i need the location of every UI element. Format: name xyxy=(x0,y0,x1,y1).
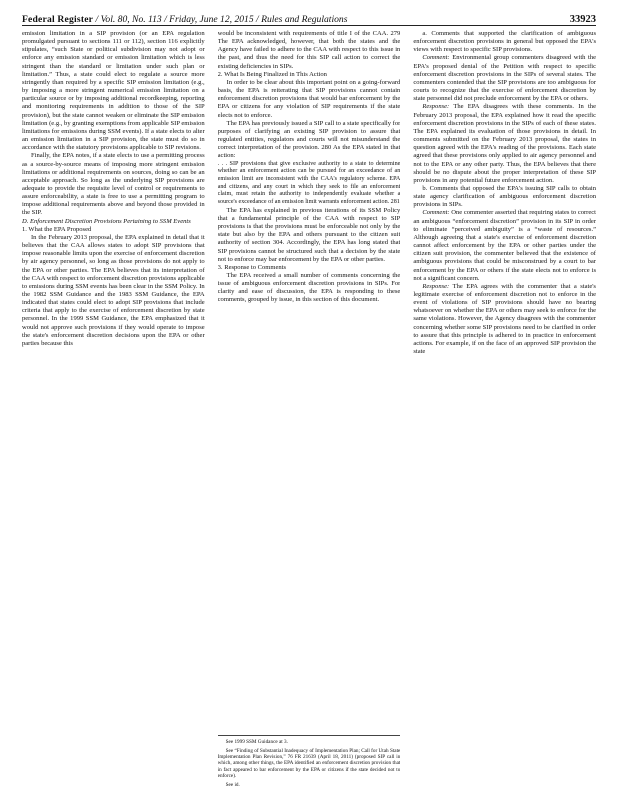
column-1 xyxy=(22,30,205,790)
page-header xyxy=(22,0,596,26)
paragraph: In the February 2013 proposal, the EPA explained in detail that it believes that the CAA allows states to adopt SIP provisions that impose reasonable limits upon the exercise of enforcement discretion by air agency personnel, so long as those provisions do not apply to the EPA or other parties. The EPA believes that its interpretation of the CAA with respect to enforcement discretion provisions applicable to emissions during SSM events has been clear in the SSM Policy. In the 1982 SSM Guidance and the 1983 SSM Guidance, the EPA indicated that states could elect to adopt SIP provisions that include criteria that apply to the exercise of enforcement discretion by state personnel. In the 1999 SSM Guidance, the EPA emphasized that it would not approve such provisions if they would operate to impose the state's enforcement discretion decisions upon the EPA or other parties because this xyxy=(22,233,205,347)
paragraph xyxy=(413,54,596,103)
paragraph-text: Environmental group commenters disagreed with the EPA's proposed denial of the Petition with respect to specific enforcement discretion provisions in the SIPs of several states. The commenters contended that the SIP provisions are too ambiguous for courts to recognize that the exercise of enforcement discretion by state personnel did not preclude enforcement by the EPA or others. xyxy=(413,54,596,103)
paragraph: The EPA received a small number of comments concerning the issue of ambiguous enforcement discretion provisions in SIPs. For clarity and ease of discussion, the EPA is responding to these comments, grouped by issue, in this section of this document. xyxy=(217,271,401,304)
comment-label: Comment: xyxy=(422,209,450,217)
paragraph: a. Comments that supported the clarification of ambiguous enforcement discretion provisions in general but opposed the EPA's views with respect to specific SIP provisions. xyxy=(413,30,596,54)
paragraph: The EPA has previously issued a SIP call to a state specifically for purposes of clarifying an existing SIP provision to assure that regulated entities, regulators and courts will not misunderstand the correct interpretation of the provision. 280 As the EPA stated in that action: xyxy=(217,119,401,160)
paragraph xyxy=(413,103,596,185)
paragraph: In order to be clear about this important point on a going-forward basis, the EPA is reiterating that SIP provisions cannot contain enforcement discretion provisions that would bar enforcement by the EPA or citizens for any violation of SIP requirements if the state elects not to enforce. xyxy=(217,78,401,119)
paragraph: would be inconsistent with requirements of title I of the CAA. 279 The EPA acknowledged, however, that both the states and the Agency have failed to adhere to the CAA with respect to this issue in the past, and thus the need for this SIP call action to correct the existing deficiencies in SIPs. xyxy=(217,30,401,70)
body-columns xyxy=(22,30,596,790)
paragraph-text: The EPA agrees with the commenter that a state's legitimate exercise of enforcement discretion not to enforce in the event of violations of SIP provisions should have no bearing whatsoever on whether the EPA or others may seek to enforce for the same violations. However, the Agency disagrees with the commenter concerning whether some SIP provisions need to be clarified in order to assure that this principle is adhered to in practice in enforcement actions. For example, if on the face of an approved SIP provision the state xyxy=(413,282,596,356)
response-label: Response: xyxy=(422,103,450,111)
paragraph: The EPA has explained in previous iterations of its SSM Policy that a fundamental principle of the CAA with respect to SIP provisions is that the provisions must be enforceable not only by the state but also by the EPA and others pursuant to the citizen suit authority of section 304. Accordingly, the EPA has long stated that SIP provisions cannot be structured such that a decision by the state not to enforce may bar enforcement by the EPA or other parties. xyxy=(217,206,401,263)
comment-label: Comment: xyxy=(422,54,450,62)
footnote: See 1999 SSM Guidance at 3. xyxy=(225,739,288,746)
response-label: Response: xyxy=(422,282,450,290)
footnote: See id. xyxy=(225,781,240,788)
subsection-heading: 1. What the EPA Proposed xyxy=(22,225,92,233)
block-quote: . . . SIP provisions that give exclusive authority to a state to determine whether an enforcement action can be pursued for an exceedance of an emission limit are inconsistent with the CAA's regulatory scheme. EPA and citizens, and any court in which they seek to file an enforcement claim, must retain the authority to independently evaluate whether a source's exceedance of an emission limit warrants enforcement action. 281 xyxy=(217,160,401,206)
paragraph: Finally, the EPA notes, if a state elects to use a permitting process as a source-by-source means of imposing more stringent emission limitations or additional requirements on sources, doing so can be an acceptable approach. So long as the underlying SIP provisions are adequate to provide the requisite level of control or requirements to assure enforceability, a state is free to use a permitting program to impose additional requirements above and beyond those provided in the SIP. xyxy=(22,152,205,217)
publication-name: Federal Register xyxy=(22,14,94,25)
paragraph xyxy=(413,209,596,282)
paragraph: emission limitation in a SIP provision (or an EPA regulation promulgated pursuant to sections 111 or 112), section 116 explicitly stipulates, “such State or political subdivision may not adopt or enforce any emission standard or emission limitation which is less stringent than the standard or limitation under such plan or limitation.” Thus, a state could elect to regulate a source more stringently than required by a specific SIP emission limitation (e.g., by imposing a more stringent numerical emission limitation on a particular source or by imposing additional recordkeeping, reporting and monitoring requirements in addition to those of the SIP provision), but the state cannot weaken or eliminate the SIP emission limitation (e.g., by granting exemptions from applicable SIP emission limitations for emissions during SSM events). If a state elects to alter an emission limitation in a SIP provision, the state must do so in accordance with the statutory provisions applicable to SIP revisions. xyxy=(22,30,205,152)
paragraph-text: One commenter asserted that requiring states to correct an ambiguous “enforcement discretion” provision in its SIP in order to eliminate “perceived ambiguity” is a “waste of resources.” Although agreeing that a state's exercise of enforcement discretion cannot affect enforcement by the EPA or other parties under the citizen suit provision, the commenter believed that the existence of ambiguous provisions that could be misconstrued by a court to bar enforcement by the EPA or others if the state elects not to enforce is not a significant concern. xyxy=(413,209,596,282)
header-citation xyxy=(22,14,347,25)
paragraph-text: The EPA disagrees with these comments. In the February 2013 proposal, the EPA explained how it read the specific enforcement discretion provisions in the SIPs of each of these states. The EPA explained its evaluation of those provisions in detail. In comments submitted on the February 2013 proposal, the states in question agreed with the EPA's reading of the provisions. Each state agreed that these provisions only applied to air agency personnel and not to the EPA or any other party. Thus, the EPA believes that there should be no dispute about the proper interpretation of these SIP provisions in any potential future enforcement action. xyxy=(413,103,596,184)
column-2 xyxy=(218,30,401,790)
paragraph xyxy=(413,283,596,356)
footnotes xyxy=(218,735,401,790)
column-3 xyxy=(413,30,596,790)
subsection-heading: 3. Response to Comments xyxy=(217,263,287,271)
subsection-heading: 2. What Is Being Finalized in This Action xyxy=(217,70,327,78)
section-heading: D. Enforcement Discretion Provisions Pertaining to SSM Events xyxy=(22,217,191,225)
footnote: See “Finding of Substantial Inadequacy of Implementation Plan; Call for Utah State Implementation Plan Revision,” 76 FR 21639 (April 18, 2011) (proposed SIP call in which, among other things, the EPA identified an enforcement discretion provision that in fact appeared to bar enforcement by the EPA or citizens if the state decided not to enforce). xyxy=(217,747,401,780)
header-issue: / Vol. 80, No. 113 / Friday, June 12, 2015 / Rules and Regulations xyxy=(95,14,348,25)
paragraph: b. Comments that opposed the EPA's issuing SIP calls to obtain state agency clarification of ambiguous enforcement discretion provisions in SIPs. xyxy=(413,184,596,209)
page-number: 33923 xyxy=(569,14,596,25)
